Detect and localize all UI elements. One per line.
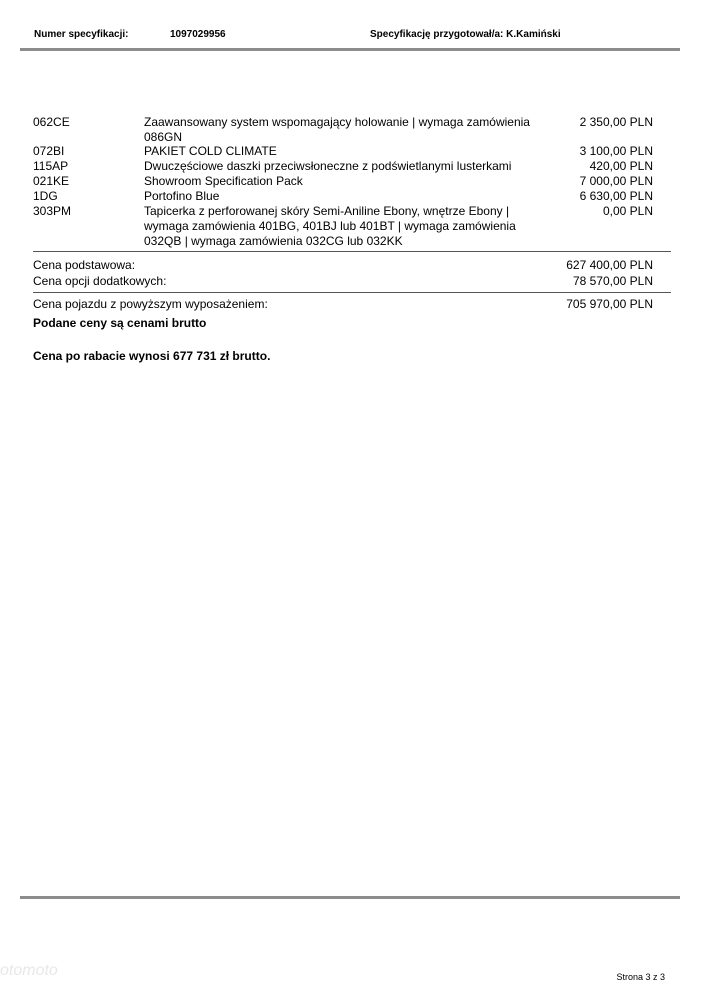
- total-price-value: 705 970,00 PLN: [566, 297, 653, 311]
- option-description: Showroom Specification Pack: [144, 174, 303, 188]
- options-divider: [33, 251, 671, 252]
- option-code: 062CE: [33, 115, 70, 129]
- options-price-label: Cena opcji dodatkowych:: [33, 274, 167, 288]
- spec-number-value: 1097029956: [170, 29, 226, 40]
- option-price: 420,00 PLN: [589, 159, 653, 173]
- header-divider: [20, 48, 680, 51]
- option-description: Portofino Blue: [144, 189, 220, 203]
- page-number: Strona 3 z 3: [616, 972, 665, 982]
- option-code: 021KE: [33, 174, 70, 188]
- option-description: Dwuczęściowe daszki przeciwsłoneczne z podświetlanymi lusterkami: [144, 159, 512, 173]
- watermark-logo: otomoto: [0, 962, 58, 979]
- option-description: Tapicerka z perforowanej skóry Semi-Aniline Ebony, wnętrze Ebony | wymaga zamówienia 401BG, 401BJ lub 401BT | wymaga zamówienia 032QB | wymaga zamówienia 032CG lub 032KK: [144, 204, 516, 248]
- option-code: 303PM: [33, 204, 72, 218]
- prepared-by: Specyfikację przygotował/a: K.Kamiński: [370, 29, 561, 40]
- option-price: 0,00 PLN: [602, 204, 653, 218]
- option-price: 2 350,00 PLN: [579, 115, 653, 129]
- base-price-label: Cena podstawowa:: [33, 258, 136, 272]
- discount-price-note: Cena po rabacie wynosi 677 731 zł brutto.: [33, 349, 271, 363]
- spec-number-label: Numer specyfikacji:: [34, 29, 129, 40]
- footer-divider: [20, 896, 680, 899]
- option-code: 115AP: [33, 159, 69, 173]
- option-price: 3 100,00 PLN: [579, 144, 653, 158]
- gross-price-note: Podane ceny są cenami brutto: [33, 316, 207, 330]
- option-description: Zaawansowany system wspomagający holowanie | wymaga zamówienia 086GN: [144, 115, 530, 144]
- option-price: 6 630,00 PLN: [579, 189, 653, 203]
- base-price-value: 627 400,00 PLN: [566, 258, 653, 272]
- summary-divider: [33, 292, 671, 293]
- option-code: 1DG: [33, 189, 58, 203]
- option-code: 072BI: [33, 144, 65, 158]
- total-price-label: Cena pojazdu z powyższym wyposażeniem:: [33, 297, 268, 311]
- option-price: 7 000,00 PLN: [579, 174, 653, 188]
- option-description: PAKIET COLD CLIMATE: [144, 144, 277, 158]
- options-price-value: 78 570,00 PLN: [572, 274, 653, 288]
